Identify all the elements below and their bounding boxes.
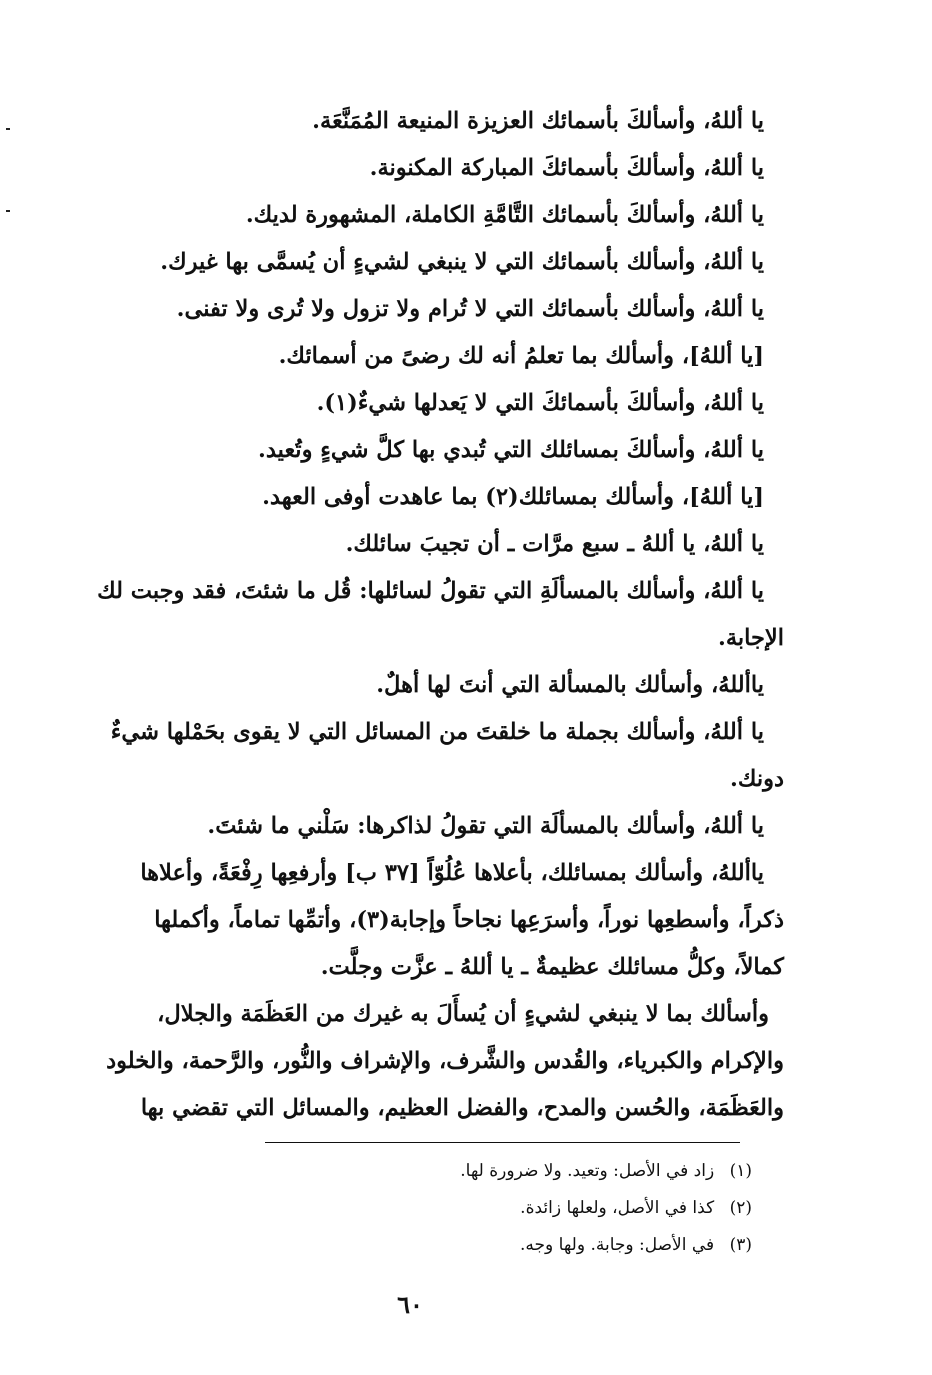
text-line: يا أللهُ، وأسألكَ بأسمائكَ المباركة المكنونة. <box>369 155 764 181</box>
footnote-number: (٣) <box>729 1235 752 1255</box>
text-line: [يا أللهُ]، وأسألك بمسائلك(٢) بما عاهدت أوفى العهد. <box>262 484 764 510</box>
footnote <box>192 1190 752 1227</box>
text-line: يا أللهُ، وأسألكَ بمسائلك التي تُبدي بها كلَّ شيءٍ وتُعيد. <box>258 437 764 463</box>
footnote-text: كذا في الأصل، ولعلها زائدة. <box>520 1198 715 1218</box>
footnote <box>192 1153 752 1190</box>
text-line: [يا أللهُ]، وأسألك بما تعلمُ أنه لك رضىً من أسمائك. <box>278 343 764 369</box>
text-line: الإجابة. <box>717 625 784 651</box>
footnote <box>192 1227 752 1264</box>
margin-mark <box>6 210 10 212</box>
text-line: ياأللهُ، وأسألك بالمسألة التي أنتَ لها أهلٌ. <box>376 672 764 698</box>
text-line: يا أللهُ، يا أللهُ ـ سبع مرَّات ـ أن تجيبَ سائلك. <box>345 531 764 557</box>
text-line: ياأللهُ، وأسألك بمسائلك، بأعلاها عُلُوّاً [٣٧ ب] وأرفعِها رِفْعَةً، وأعلاها <box>140 860 764 886</box>
footnote-divider <box>265 1142 740 1143</box>
footnote-text: في الأصل: وجابة. ولها وجه. <box>520 1235 715 1255</box>
footnote-number: (١) <box>729 1161 752 1181</box>
footnotes <box>192 1153 752 1264</box>
text-line: والإكرام والكبرياء، والقُدس والشَّرف، والإشراف والنُّور، والرَّحمة، والخلود <box>106 1048 784 1074</box>
footnote-text: زاد في الأصل: وتعيد. ولا ضرورة لها. <box>460 1161 715 1181</box>
text-line: يا أللهُ، وأسألكَ بأسمائكَ التي لا يَعدلها شيءٌ(١). <box>316 390 764 416</box>
margin-mark <box>6 128 10 130</box>
text-line: يا أللهُ، وأسألكَ بأسمائك التَّامَّةِ الكاملة، المشهورة لديك. <box>245 202 764 228</box>
main-text <box>64 98 784 1132</box>
text-line: يا أللهُ، وأسألك بجملة ما خلقتَ من المسائل التي لا يقوى بحَمْلها شيءٌ <box>110 719 764 745</box>
text-line: يا أللهُ، وأسألكَ بأسمائك العزيزة المنيعة المُمَنَّعَة. <box>312 108 764 134</box>
text-line: كمالاً، وكلُّ مسائلك عظيمةٌ ـ يا أللهُ ـ عزَّت وجلَّت. <box>320 954 784 980</box>
text-line: دونك. <box>730 766 784 792</box>
text-line: يا أللهُ، وأسألك بأسمائك التي لا تُرام ولا تزول ولا تُرى ولا تفنى. <box>176 296 764 322</box>
text-line: والعَظَمَة، والحُسن والمدح، والفضل العظيم، والمسائل التي تقضي بها <box>140 1095 784 1121</box>
text-line: وأسألك بما لا ينبغي لشيءٍ أن يُسأَلَ به غيرك من العَظَمَة والجلال، <box>157 1001 769 1027</box>
footnote-number: (٢) <box>729 1198 752 1218</box>
text-line: يا أللهُ، وأسألك بأسمائك التي لا ينبغي لشيءٍ أن يُسمَّى بها غيرك. <box>160 249 764 275</box>
text-line: يا أللهُ، وأسألك بالمسألَةِ التي تقولُ لسائلها: قُل ما شئتَ، فقد وجبت لك <box>97 578 764 604</box>
text-line: ذكراً، وأسطعِها نوراً، وأسرَعِها نجاحاً وإجابة(٣)، وأتمِّها تماماً، وأكملها <box>154 907 784 933</box>
text-line: يا أللهُ، وأسألك بالمسألَة التي تقولُ لذاكرها: سَلْني ما شئتَ. <box>207 813 764 839</box>
page-number: ٦٠ <box>397 1290 423 1319</box>
